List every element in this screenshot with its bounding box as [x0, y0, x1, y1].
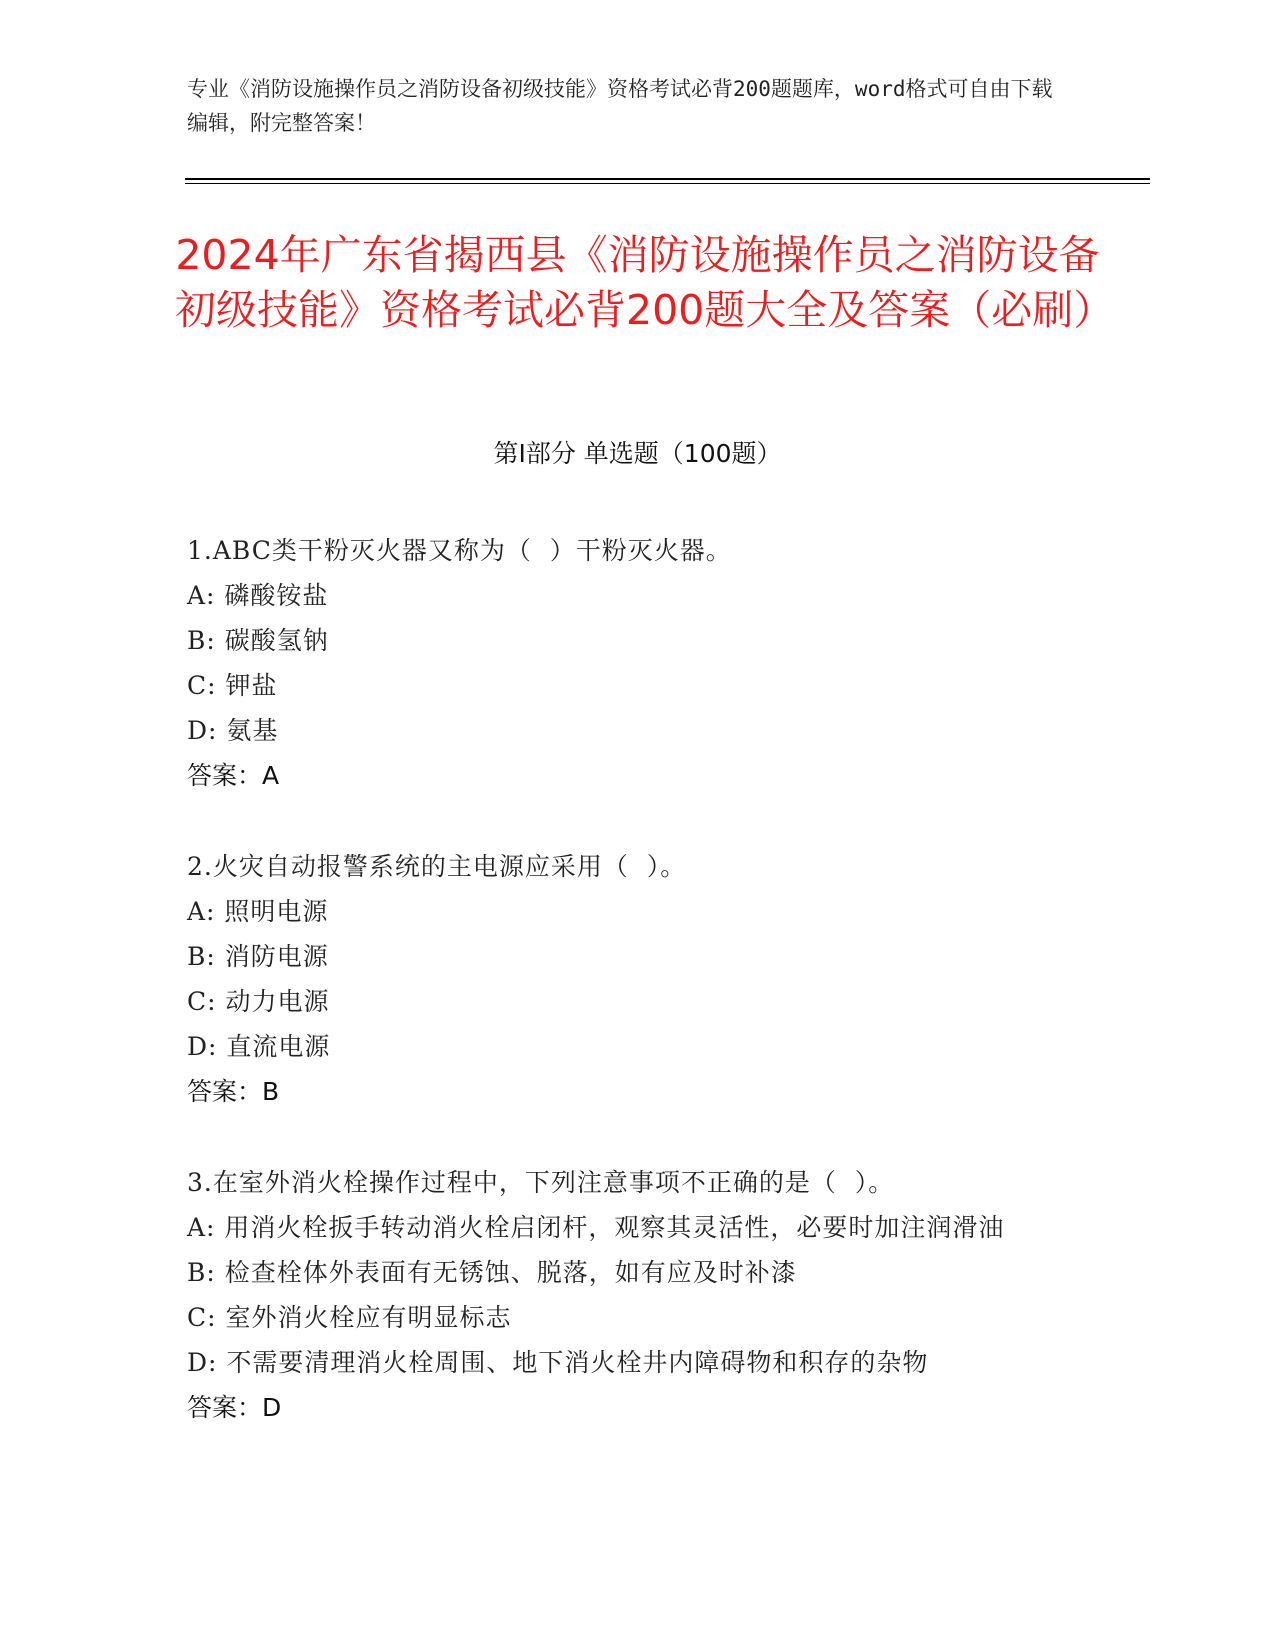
question-1: [187, 528, 1087, 798]
option-d: D: 直流电源: [187, 1032, 331, 1061]
option-d: D: 不需要清理消火栓周围、地下消火栓井内障碍物和积存的杂物: [187, 1348, 929, 1377]
question-2: [187, 844, 1087, 1114]
answer: 答案：A: [187, 761, 280, 790]
question-3: [187, 1160, 1087, 1430]
answer: 答案：B: [187, 1077, 280, 1106]
question-stem: 3.在室外消火栓操作过程中，下列注意事项不正确的是（ ）。: [187, 1168, 895, 1197]
question-stem: 2.火灾自动报警系统的主电源应采用（ ）。: [187, 852, 687, 881]
header-divider-thin: [185, 183, 1150, 184]
header-divider-thick: [185, 178, 1150, 180]
document-title: 2024年广东省揭西县《消防设施操作员之消防设备初级技能》资格考试必背200题大全及答案（必刷）: [175, 231, 1115, 334]
option-c: C: 钾盐: [187, 671, 278, 700]
question-stem: 1.ABC类干粉灭火器又称为（ ）干粉灭火器。: [187, 536, 732, 565]
option-a: A: 用消火栓扳手转动消火栓启闭杆，观察其灵活性，必要时加注润滑油: [187, 1213, 1005, 1242]
header-note: 专业《消防设施操作员之消防设备初级技能》资格考试必背200题题库，word格式可自由下载编辑，附完整答案！: [187, 77, 1053, 135]
option-a: A: 照明电源: [187, 897, 329, 926]
option-b: B: 消防电源: [187, 942, 329, 971]
answer: 答案：D: [187, 1393, 282, 1422]
option-d: D: 氨基: [187, 716, 279, 745]
option-b: B: 碳酸氢钠: [187, 626, 329, 655]
option-a: A: 磷酸铵盐: [187, 581, 329, 610]
section-heading: 第I部分 单选题（100题）: [493, 439, 782, 468]
option-c: C: 动力电源: [187, 987, 330, 1016]
option-c: C: 室外消火栓应有明显标志: [187, 1303, 512, 1332]
question-list: [187, 528, 1087, 1476]
option-b: B: 检查栓体外表面有无锈蚀、脱落，如有应及时补漆: [187, 1258, 797, 1287]
